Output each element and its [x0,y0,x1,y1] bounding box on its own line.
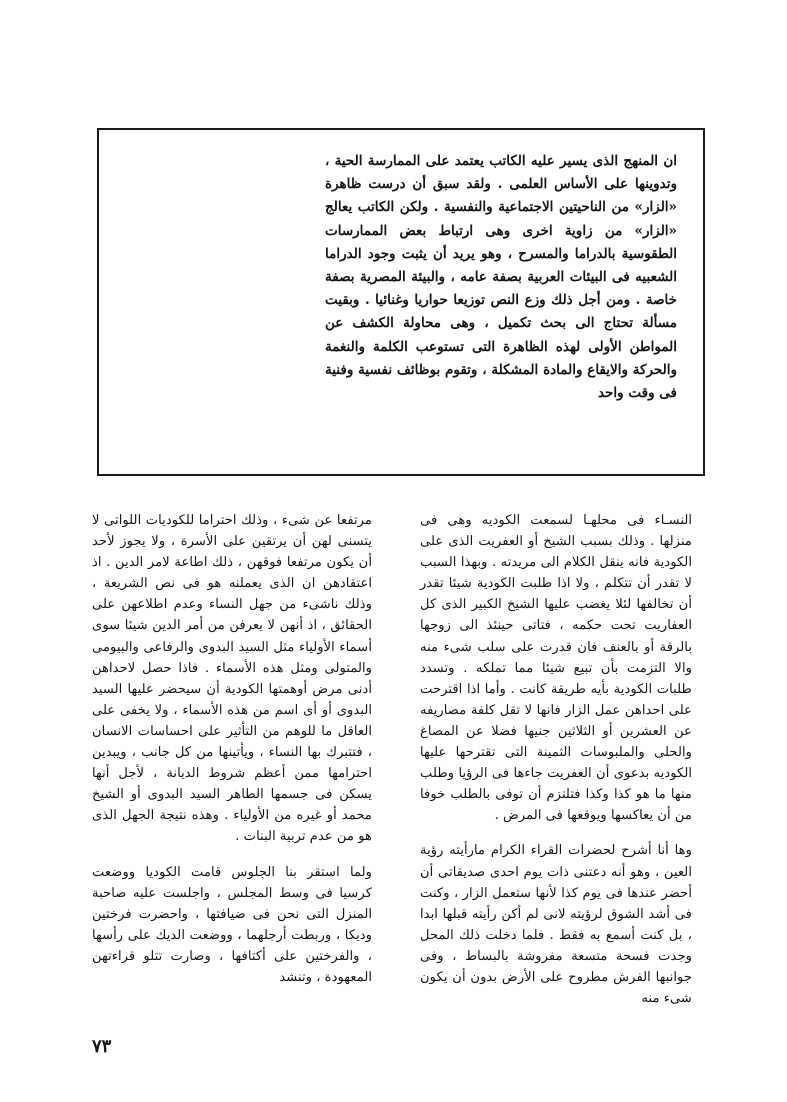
paragraph: مرتفعا عن شىء ، وذلك احتراما للكوديات اللواتى لا يتسنى لهن أن يرتقين على الأسرة ، ولا يجوز لأحد أن يكون مرتفعا فوقهن ، ذلك اطاعة لامر الدين . اذ اعتقادهن ان الذى يعملنه هو فى نص الشريعة ، وذلك ناشىء من جهل النساء وعدم اطلاعهن على الحقائق ، اذ أنهن لا يعرفن من أمر الدين شيئا سوى أسماء الأولياء مثل السيد البدوى والرفاعى والبيومى والمتولى ومثل هذه الأسماء . فاذا حصل لاحداهن أدنى مرض أوهمتها الكودية أن سيحضر عليها السيد البدوى أو أى اسم من هذه الأسماء ، ولا يخفى على العاقل ما للوهم من التأثير على احساسات الانسان ، فتتبرك بها النساء ، ويأتينها من كل جانب ، ويبدين احترامها ممن أعظم شروط الديانة ، لأجل أنها يسكن فى جسمها الطاهر السيد البدوى أو الشيخ محمد أو غيره من الأولياء . وهذه نتيجة الجهل الذى هو من عدم تربية البنات . [92,513,372,845]
right-column [420,510,692,1023]
page-number: ٧٣ [92,1036,112,1057]
left-column [92,510,372,1002]
abstract-box [97,128,705,476]
abstract-paragraph: ان المنهج الذى يسير عليه الكاتب يعتمد على الممارسة الحية ، وتدوينها على الأساس العلمى . ولقد سبق أن درست ظاهرة «الزار» من الناحيتين الاجتماعية والنفسية . ولكن الكاتب يعالج «الزار» من زاوية اخرى وهى ارتباط بعض الممارسات الطقوسية بالدراما والمسرح ، وهو يريد أن يثبت وجود الدراما الشعبيه فى البيئات العربية بصفة عامه ، والبيئة المصرية بصفة خاصة . ومن أجل ذلك وزع النص توزيعا حواريا وغنائيا . وبقيت مسألة تحتاج الى بحث تكميل ، وهى محاولة الكشف عن المواطن الأولى لهذه الظاهرة التى تستوعب الكلمة والنغمة والحركة والايقاع والمادة المشكلة ، وتقوم بوظائف نفسية وفنية فى وقت واحد [325,153,677,402]
abstract-text [325,150,677,405]
paragraph: ولما استقر بنا الجلوس قامت الكوديا ووضعت كرسيا فى وسط المجلس ، واجلست عليه صاحبة المنزل التى نحن فى ضيافتها ، واحضرت فرختين وديكا ، وربطت أرجلهما ، ووضعت الديك على رأسها ، والفرختين على أكتافها ، وصارت تتلو قراءتهن المعهودة ، وتنشد [92,864,372,985]
paragraph: وها أنا أشرح لحضرات القراء الكرام مارأيته رؤية العين ، وهو أنه دعتنى ذات يوم احدى صديقاتى أن أحضر عندها فى يوم كذا لأنها ستعمل الزار ، وكنت فى أشد الشوق لرؤيته لانى لم أكن رأيته قبلها ابدا ، بل كنت أسمع به فقط . فلما دخلت ذلك المحل وجدت فسحة متسعة مفروشة بالبساط ، وفى جوانبها الفرش مطروح على الأرض بدون أن يكون شىء منه [420,843,692,1007]
paragraph: النسـاء فى محلهـا لسمعت الكوديه وهى فى منزلها . وذلك بسبب الشيخ أو العفريت الذى على الكودية فانه ينقل الكلام الى مريدته . وبهذا السبب لا تقدر أن تتكلم ، ولا اذا طلبت الكودية شيئا تقدر أن تخالفها لئلا يغضب عليها الشيخ الكبير الذى كل العفاريت تحت حكمه ، فتاتى حينئذ الى زوجها بالرقة أو بالعنف فان قدرت على سلب شىء منه والا التزمت بأن تبيع شيئا مما تملكه . وتسدد طلبات الكودية بأيه طريقة كانت . وأما اذا اقترحت على احداهن عمل الزار فانها لا تقل كلفة مصاريفه عن العشرين أو الثلاثين جنيها فضلا عن المصاغ والحلى والملبوسات الثمينة التى تقترحها عليها الكوديه بدعوى أن العفريت جاءها فى الرؤيا وطلب منها ما هو كذا وكذا فتلتزم أن توفى بالطلب خوفا من أن يعاكسها ويوقعها فى المرض . [420,513,692,824]
